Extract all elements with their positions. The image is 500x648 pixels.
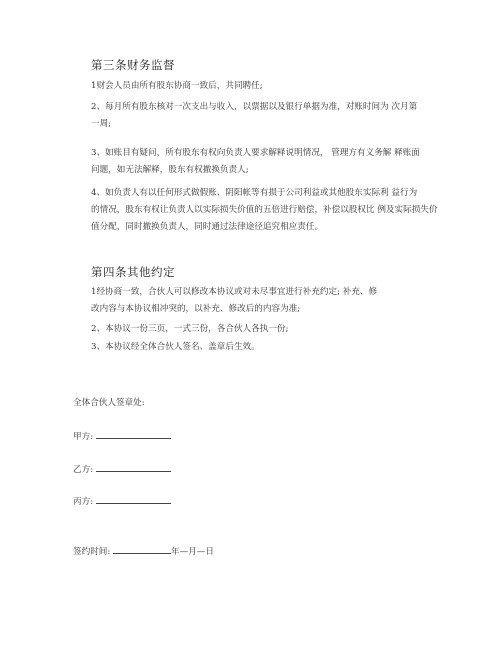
signing-date-label: 签约时间: <box>73 547 111 557</box>
signing-date <box>73 544 214 557</box>
clause-text: 改内容与本协议相冲突的，以补充、修改后的内容为准; <box>91 304 301 314</box>
section-4-clause-3 <box>91 339 426 356</box>
section-4-title: 第四条其他约定 <box>91 265 175 279</box>
clause-text: 值分配，同时撤换负责人，同时通过法律途径追究相应责任。 <box>91 222 324 232</box>
section-4-clause-1 <box>91 284 426 318</box>
section-3-title: 第三条财务监督 <box>91 58 175 72</box>
party-c-signature-line[interactable] <box>96 494 171 504</box>
signing-date-year-line[interactable] <box>113 544 171 554</box>
party-a-signature-line[interactable] <box>96 429 171 439</box>
clause-text: 一周; <box>91 119 112 129</box>
section-3-clause-1 <box>91 78 426 95</box>
clause-text: 2、本协议一份三页，一式三份，各合伙人各执一份; <box>91 324 289 334</box>
party-c-label: 丙方: <box>73 497 94 507</box>
clause-text: 2、每月所有股东核对一次支出与收入，以票据以及银行单据为准，对账时间为 次月第 <box>91 102 418 112</box>
signature-header: 全体合伙人签章处: <box>73 398 145 408</box>
clause-text: 3、如账目有疑问，所有股东有权向负责人要求解释说明情况， 管理方有义务解 释账面 <box>91 148 420 158</box>
party-b-signature-line[interactable] <box>96 462 171 472</box>
party-c-signature <box>73 494 171 507</box>
clause-text: 3、本协议经全体合伙人签名、盖章后生效。 <box>91 342 260 352</box>
section-3-clause-2 <box>91 99 426 133</box>
clause-text: 1财会人员由所有股东协商一致后，共同聘任; <box>91 81 263 91</box>
clause-text: 的情况，股东有权让负责人以实际损失价值的五倍进行赔偿，补偿以股权比 例及实际损失价 <box>91 205 438 215</box>
section-3-clause-3 <box>91 145 426 179</box>
signing-date-suffix: 年—月—日 <box>171 547 214 557</box>
section-4-clause-2 <box>91 321 426 338</box>
section-3-clause-4 <box>91 185 438 236</box>
clause-text: 1经协商一致，合伙人可以修改本协议或对未尽事宜进行补充约定; 补充、修 <box>91 287 378 297</box>
party-a-signature <box>73 429 171 442</box>
party-b-label: 乙方: <box>73 465 94 475</box>
party-a-label: 甲方: <box>73 432 94 442</box>
party-b-signature <box>73 462 171 475</box>
clause-text: 问题，如无法解释，股东有权撤换负责人; <box>91 165 249 175</box>
clause-text: 4、如负责人有以任何形式做假账、阴阳帐等有损于公司利益或其他股东实际利 益行为 <box>91 188 418 198</box>
